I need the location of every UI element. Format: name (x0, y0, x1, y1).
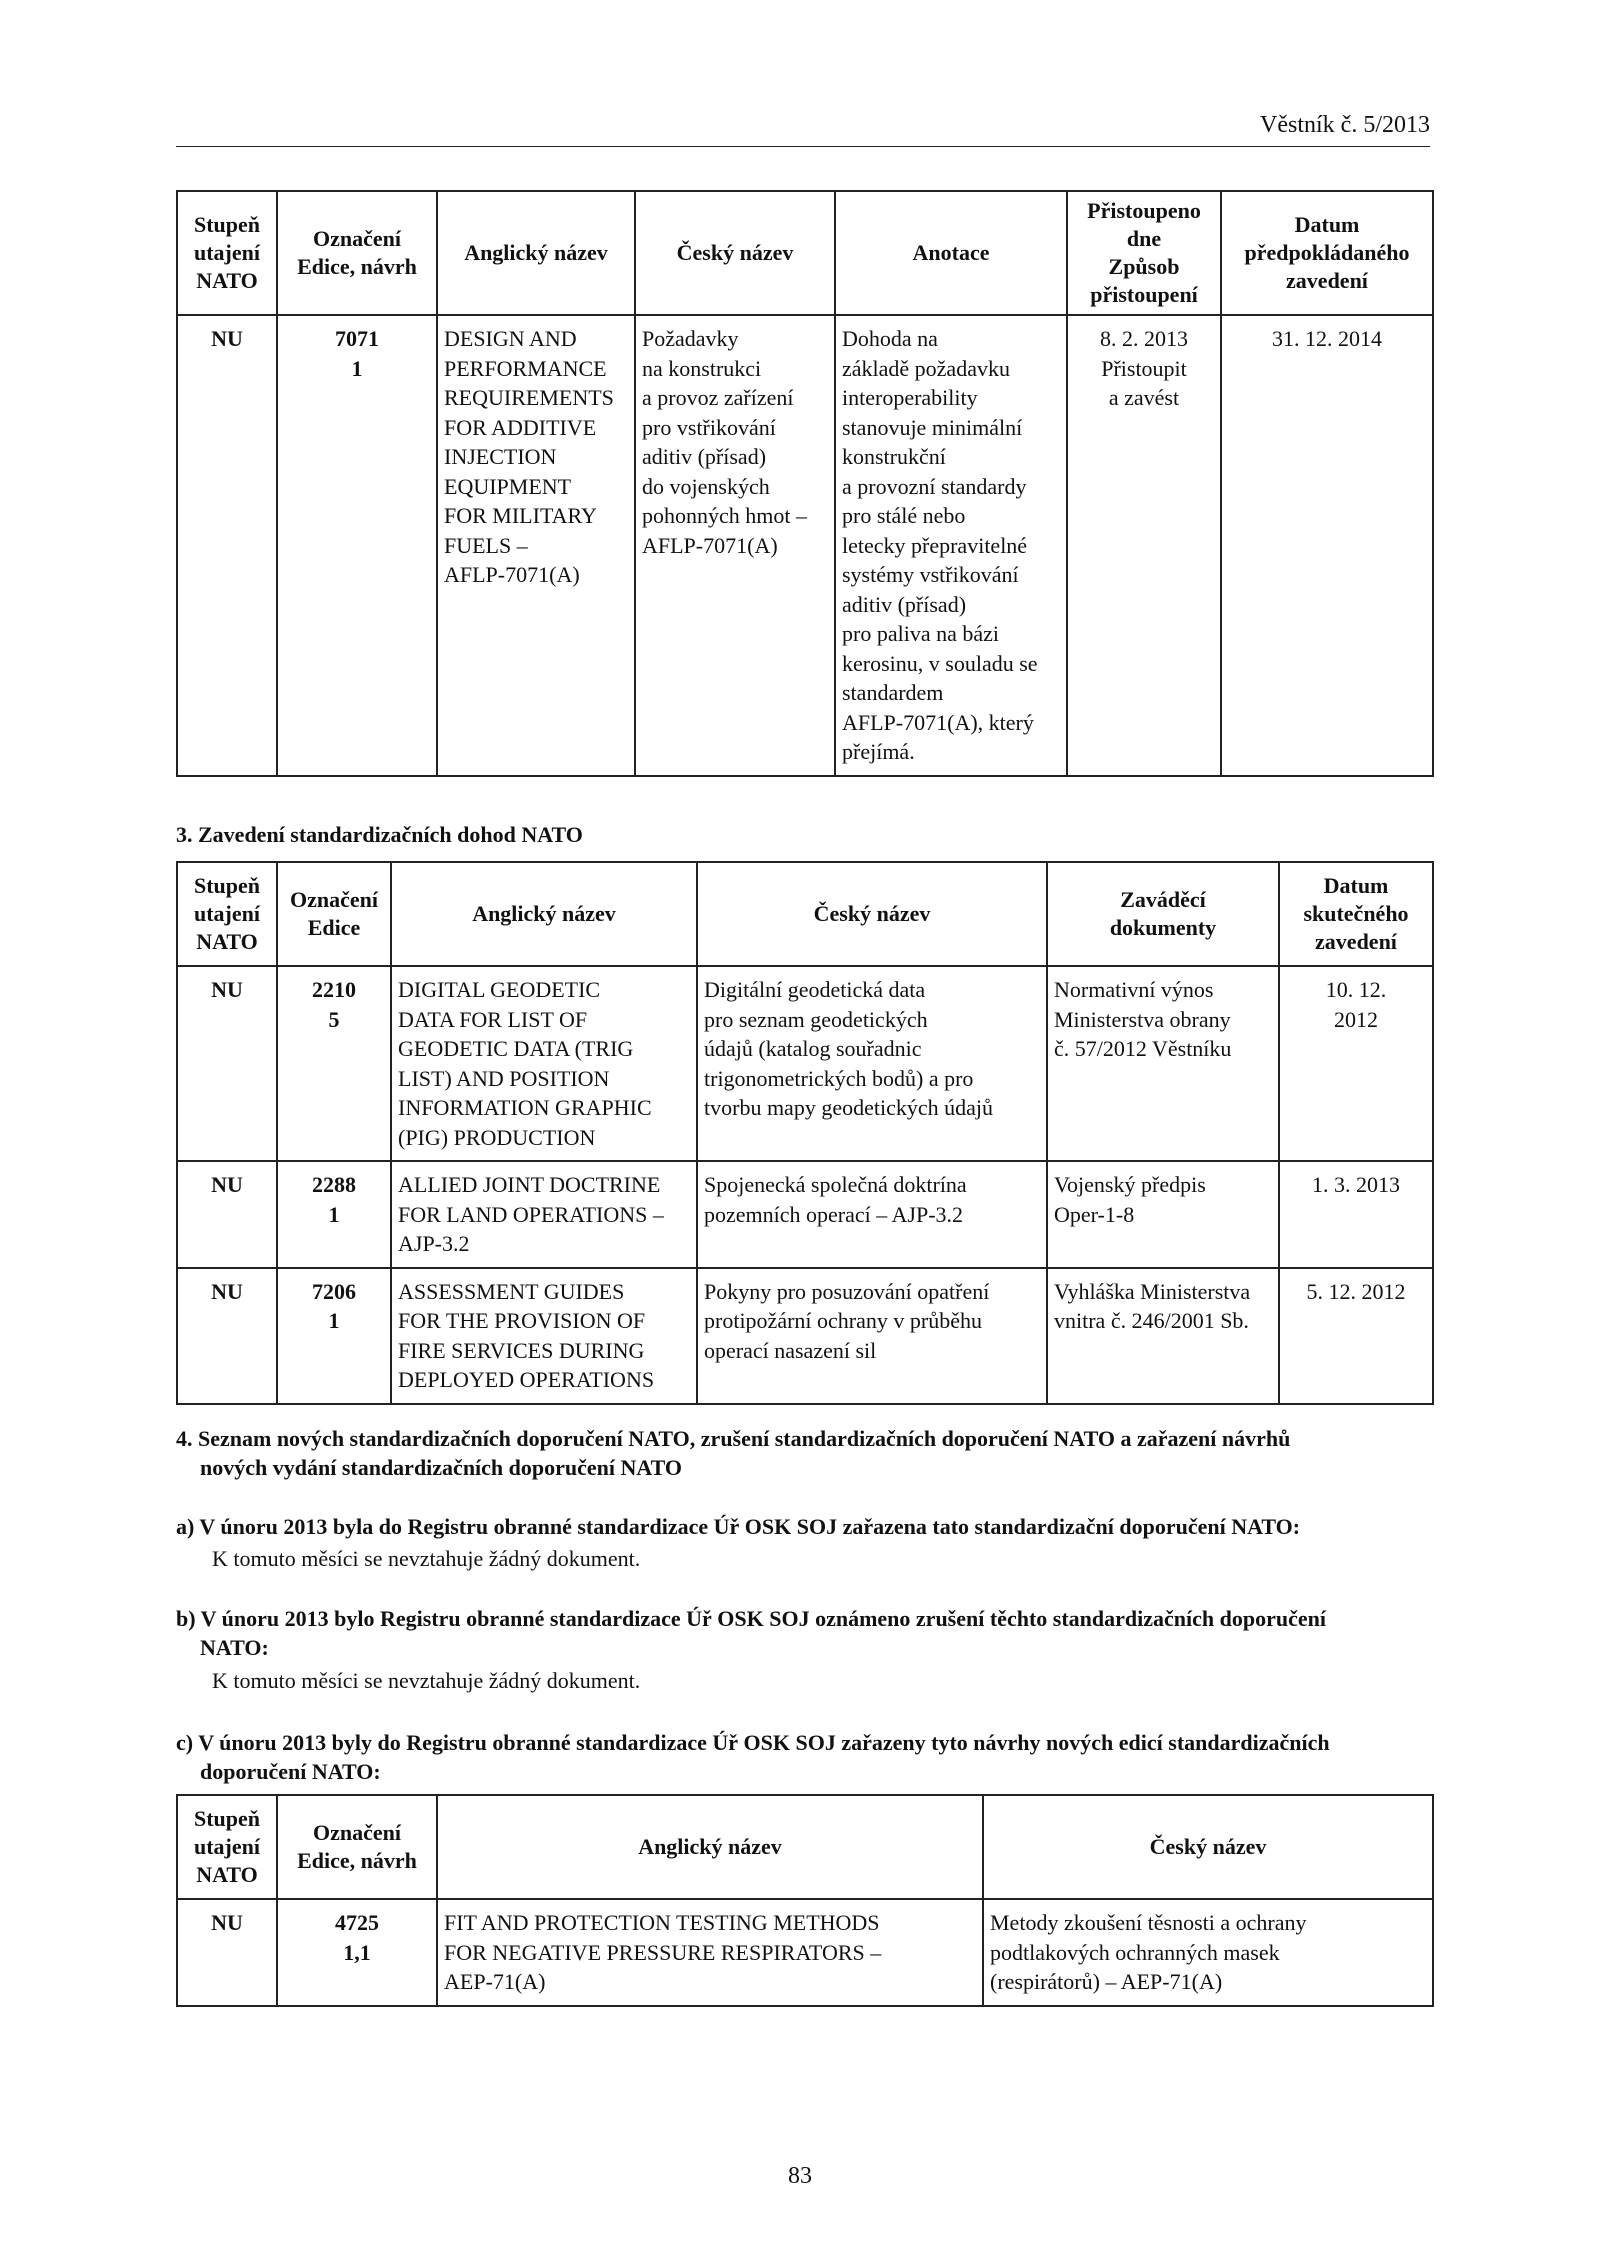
col-header-datum: Datum předpokládaného zavedení (1221, 191, 1433, 315)
cell-line: vnitra č. 246/2001 Sb. (1054, 1308, 1249, 1333)
cell-line: Požadavky (642, 326, 739, 351)
cell-line: a zavést (1108, 385, 1180, 410)
cell-line: podtlakových ochranných masek (990, 1939, 1280, 1965)
cell-oznaceni: 2210 5 (277, 966, 391, 1161)
cell-line: aditiv (přísad) (642, 444, 767, 469)
cell-line: pro paliva na bázi (842, 621, 999, 646)
cell-line: Ministerstva obrany (1054, 1006, 1231, 1032)
col-header-cz: Český název (697, 862, 1047, 966)
cell-line: tvorbu mapy geodetických údajů (704, 1095, 993, 1120)
cell-en (437, 1899, 983, 2006)
cell-line: AEP-71(A) (444, 1969, 546, 1994)
cell-line: Pokyny pro posuzování opatření (704, 1278, 990, 1304)
page-header (176, 110, 1430, 147)
cell-line: FOR ADDITIVE (444, 414, 597, 440)
cell-stupen: NU (177, 315, 277, 776)
cell-line: EQUIPMENT (444, 473, 572, 499)
cell-line: standardem (842, 680, 944, 705)
cell-line: REQUIREMENTS (444, 385, 614, 410)
cell-line: FOR MILITARY (444, 503, 597, 528)
cell-line: Digitální geodetická data (704, 977, 926, 1002)
cell-cz (635, 315, 835, 776)
cell-line: konstrukční (842, 444, 946, 469)
cell-cz (697, 966, 1047, 1161)
cell-datum (1279, 966, 1433, 1161)
cell-line: LIST) AND POSITION (398, 1065, 610, 1091)
section-4a-text: K tomuto měsíci se nevztahuje žádný dokument. (212, 1546, 641, 1571)
cell-line: do vojenských (642, 473, 770, 499)
cell-en (391, 966, 697, 1161)
cell-line: údajů (katalog souřadnic (704, 1036, 922, 1061)
cell-en (437, 315, 635, 776)
cell-line: FOR THE PROVISION OF (398, 1308, 646, 1333)
col-header-en: Anglický název (437, 1795, 983, 1899)
section-3-title: 3. Zavedení standardizačních dohod NATO (176, 822, 583, 847)
cell-line: a provoz zařízení (642, 385, 794, 410)
journal-issue: Věstník č. 5/2013 (1260, 112, 1430, 138)
cell-line: FIRE SERVICES DURING (398, 1337, 645, 1363)
section-4-title: 4. Seznam nových standardizačních doporučení NATO, zrušení standardizačních doporučení NATO a zařazení návrhů nových vydání standardizačních doporučení NATO (176, 1426, 1291, 1480)
col-header-stupen: Stupeň utajení NATO (177, 862, 277, 966)
cell-dokumenty (1047, 1268, 1279, 1404)
table-header-row (177, 862, 1433, 966)
cell-line: ASSESSMENT GUIDES (398, 1278, 625, 1304)
cell-line: pozemních operací – AJP-3.2 (704, 1201, 964, 1227)
table-row (177, 966, 1433, 1161)
page-number: 83 (788, 2163, 812, 2189)
cell-oznaceni: 7206 1 (277, 1268, 391, 1404)
section-4c-title: c) V únoru 2013 byly do Registru obranné standardizace Úř OSK SOJ zařazeny tyto návrhy nových edicí standardizačních doporučení NATO: (176, 1730, 1330, 1784)
cell-line: FOR NEGATIVE PRESSURE RESPIRATORS – (444, 1939, 882, 1965)
cell-line: GEODETIC DATA (TRIG (398, 1036, 634, 1061)
cell-line: Oper-1-8 (1054, 1201, 1135, 1227)
table-adoption (176, 190, 1434, 777)
col-header-oznaceni: Označení Edice (277, 862, 391, 966)
cell-stupen: NU (177, 1161, 277, 1268)
cell-line: FIT AND PROTECTION TESTING METHODS (444, 1910, 880, 1935)
cell-datum (1279, 1161, 1433, 1268)
cell-stupen: NU (177, 1268, 277, 1404)
cell-line: základě požadavku (842, 355, 1010, 381)
cell-pristoupeno (1067, 315, 1221, 776)
cell-line: a provozní standardy (842, 473, 1027, 499)
cell-line: č. 57/2012 Věstníku (1054, 1036, 1232, 1061)
cell-line: DESIGN AND (444, 326, 577, 351)
cell-line: DEPLOYED OPERATIONS (398, 1367, 655, 1392)
cell-line: kerosinu, v souladu se (842, 650, 1038, 676)
cell-line: Metody zkoušení těsnosti a ochrany (990, 1910, 1307, 1935)
section-4a-title: a) V únoru 2013 byla do Registru obranné standardizace Úř OSK SOJ zařazena tato standardizační doporučení NATO: (176, 1514, 1301, 1539)
col-header-pristoupeno: Přistoupeno dne Způsob přistoupení (1067, 191, 1221, 315)
cell-datum: 31. 12. 2014 (1221, 315, 1433, 776)
cell-line: Přistoupit (1101, 355, 1187, 381)
cell-datum (1279, 1268, 1433, 1404)
cell-line: Spojenecká společná doktrína (704, 1172, 967, 1197)
cell-en (391, 1161, 697, 1268)
col-header-stupen: Stupeň utajení NATO (177, 1795, 277, 1899)
cell-line: INJECTION (444, 444, 557, 469)
section-4b-title: b) V únoru 2013 bylo Registru obranné standardizace Úř OSK SOJ oznámeno zrušení těchto standardizačních doporučení NATO: (176, 1606, 1326, 1660)
cell-line: pro seznam geodetických (704, 1006, 928, 1032)
cell-oznaceni: 2288 1 (277, 1161, 391, 1268)
cell-line: FUELS – (444, 532, 528, 558)
table-row (177, 1899, 1433, 2006)
cell-line: letecky přepravitelné (842, 532, 1028, 558)
col-header-en: Anglický název (391, 862, 697, 966)
cell-line: 2012 (1334, 1006, 1378, 1032)
cell-line: AFLP-7071(A) (642, 532, 778, 558)
cell-line: 8. 2. 2013 (1100, 326, 1188, 351)
cell-en (391, 1268, 697, 1404)
col-header-stupen: Stupeň utajení NATO (177, 191, 277, 315)
cell-line: 10. 12. (1325, 977, 1387, 1002)
cell-line: pro stálé nebo (842, 503, 966, 528)
table-header-row (177, 191, 1433, 315)
cell-line: přejímá. (842, 739, 915, 764)
cell-line: 5. 12. 2012 (1306, 1278, 1406, 1304)
cell-line: (respirátorů) – AEP-71(A) (990, 1969, 1223, 1994)
cell-line: interoperability (842, 385, 978, 410)
cell-line: PERFORMANCE (444, 355, 607, 381)
table-new-editions (176, 1794, 1434, 2007)
table-implementation (176, 861, 1434, 1405)
col-header-en: Anglický název (437, 191, 635, 315)
col-header-cz: Český název (983, 1795, 1433, 1899)
section-4b-text: K tomuto měsíci se nevztahuje žádný dokument. (212, 1668, 641, 1693)
cell-cz (983, 1899, 1433, 2006)
cell-oznaceni: 7071 1 (277, 315, 437, 776)
cell-line: AJP-3.2 (398, 1231, 470, 1256)
cell-dokumenty (1047, 1161, 1279, 1268)
col-header-oznaceni: Označení Edice, návrh (277, 191, 437, 315)
cell-stupen: NU (177, 966, 277, 1161)
cell-line: trigonometrických bodů) a pro (704, 1065, 974, 1091)
col-header-cz: Český název (635, 191, 835, 315)
cell-line: Vojenský předpis (1054, 1172, 1206, 1197)
cell-line: AFLP-7071(A) (444, 562, 580, 587)
cell-line: systémy vstřikování (842, 562, 1019, 587)
col-header-anotace: Anotace (835, 191, 1067, 315)
table-row (177, 315, 1433, 776)
cell-cz (697, 1268, 1047, 1404)
table-row (177, 1161, 1433, 1268)
cell-line: DIGITAL GEODETIC (398, 977, 601, 1002)
table-row (177, 1268, 1433, 1404)
cell-line: pohonných hmot – (642, 503, 807, 528)
col-header-oznaceni: Označení Edice, návrh (277, 1795, 437, 1899)
cell-line: FOR LAND OPERATIONS – (398, 1201, 664, 1227)
cell-line: protipožární ochrany v průběhu (704, 1308, 982, 1333)
cell-line: INFORMATION GRAPHIC (398, 1095, 652, 1120)
cell-cz (697, 1161, 1047, 1268)
cell-line: operací nasazení sil (704, 1337, 877, 1363)
cell-line: DATA FOR LIST OF (398, 1006, 588, 1032)
cell-line: Dohoda na (842, 326, 938, 351)
cell-line: AFLP-7071(A), který (842, 709, 1034, 735)
cell-oznaceni: 4725 1,1 (277, 1899, 437, 2006)
cell-line: aditiv (přísad) (842, 591, 967, 617)
cell-line: stanovuje minimální (842, 414, 1023, 440)
cell-line: (PIG) PRODUCTION (398, 1124, 596, 1150)
cell-anotace (835, 315, 1067, 776)
cell-stupen: NU (177, 1899, 277, 2006)
table-header-row (177, 1795, 1433, 1899)
cell-line: Vyhláška Ministerstva (1054, 1278, 1251, 1304)
col-header-dokumenty: Zaváděcí dokumenty (1047, 862, 1279, 966)
cell-line: Normativní výnos (1054, 977, 1214, 1002)
cell-line: na konstrukci (642, 355, 762, 381)
cell-line: ALLIED JOINT DOCTRINE (398, 1172, 661, 1197)
cell-line: pro vstřikování (642, 414, 776, 440)
cell-line: 1. 3. 2013 (1312, 1172, 1400, 1197)
cell-dokumenty (1047, 966, 1279, 1161)
col-header-datum: Datum skutečného zavedení (1279, 862, 1433, 966)
